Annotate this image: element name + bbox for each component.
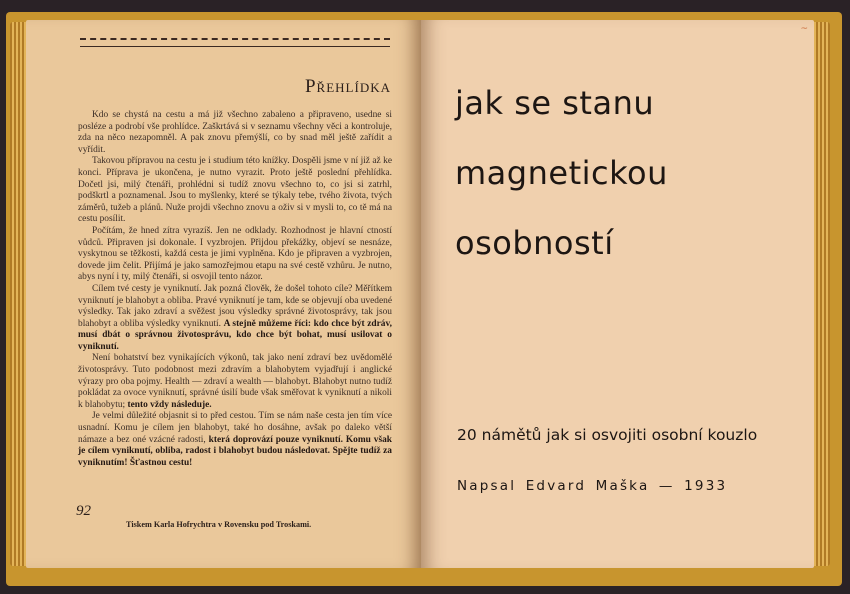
paragraph-2: Takovou přípravou na cestu je i studium této knížky. Dospěli jsme v ní již až ke konci. Příprava je ukončena, je nutno vyrazit. Proto ještě poslední přehlídka. Dočetl jsi, milý čtenáři, prohlédni si tudíž znovu všechno to, co jsi si zatrhl, podškrtl a poznamenal. Jsou to myšlenky, které se týkaly tebe, tvého života, tvých záměrů, tužeb a plánů. Nuže projdi všechno znovu a oživ si v mysli to, co tě má na cestu posílit. — [78, 156, 392, 225]
paragraph-1: Kdo se chystá na cestu a má již všechno zabaleno a připraveno, usedne si posléze a podrobí vše prohlídce. Zaškrtává si v seznamu všechny věci a kontroluje, zda na něco nezapomněl. A pak znovu přemýšlí, co by snad měl ještě zařídit a vyřídit. — [78, 110, 392, 155]
paragraph-5-text: Není bohatství bez vynikajících výkonů, tak jako není zdraví bez uvědomělé životosprávy. Tuto podobnost mezi zdravím a blahobytem vyjadřují i anglické výrazy pro oba pojmy. Health — zdraví a wealth — blahobyt. Blahobyt nutno tudíž pokládat za ovoce vyniknutí, správné úsilí bude však směřovat k vyniknutí a nikoli k blahobytu; — [78, 353, 392, 410]
ornament-rule — [80, 38, 390, 47]
title-line-1: jak se stanu — [455, 84, 655, 122]
bold-statement-1: A stejně můžeme říci: kdo chce být zdráv, musí dbát o správnou životosprávu, kdo chce být bohat, musí usilovat o vyniknutí. — [78, 318, 392, 352]
chapter-body — [78, 110, 392, 469]
chapter-heading: Přehlídka — [304, 76, 391, 97]
corner-scribble: ~ — [800, 24, 808, 34]
bold-statement-3: která doprovází pouze vyniknutí. Komu však je cílem vyniknutí, obliba, radost i blahobyt budou následovat. Spějte tudíž za vyniknutím! Šťastnou cestu! — [78, 434, 392, 468]
bold-statement-2: tento vždy následuje. — [127, 399, 212, 410]
printer-imprint: Tiskem Karla Hofrychtra v Rovensku pod Troskami. — [126, 520, 312, 529]
paragraph-4 — [78, 284, 392, 354]
paragraph-3: Počítám, že hned zítra vyrazíš. Jen ne odklady. Rozhodnost je hlavní ctností vůdců. Připraven jsi dokonale. I vyzbrojen. Přijdou překážky, objeví se nesnáze, vyskytnou se těžkosti, každá cesta je jimi vyplněna. Kdo je připraven a vyzbrojen, dovede jim čelit. Přijímá je jako samozřejmou etapu na své cestě vzhůru. Je nutno, abys nyní i ty, milý čtenáři, si osvojil tento názor. — [78, 225, 392, 283]
page-edges-right — [814, 22, 830, 566]
page-number: 92 — [76, 503, 91, 519]
title-line-3: osobností — [455, 224, 614, 262]
paragraph-4-text: Cílem tvé cesty je vyniknutí. Jak pozná člověk, že došel tohoto cíle? Měřítkem vyniknutí je blahobyt a obliba. Pravé vyniknutí je tam, kde se objevují oba uvedené výsledky. Tak jako zdraví a svěžest jsou výsledky správné životosprávy, tak jsou blahobyt a obliba výsledky vyniknutí. — [78, 283, 392, 329]
paragraph-6-text: Je velmi důležité objasnit si to před cestou. Tím se nám naše cesta jen tím více usnadní. Komu je cílem jen blahobyt, také ho dosáhne, avšak po daleko větší námaze a bez oné vzácné radosti, — [78, 411, 392, 445]
book-subtitle: 20 námětů jak si osvojiti osobní kouzlo — [457, 426, 758, 444]
book-title — [455, 68, 668, 278]
title-line-2: magnetickou — [455, 154, 668, 192]
left-page — [26, 20, 421, 568]
right-page — [421, 20, 814, 568]
paragraph-5 — [78, 353, 392, 411]
author-line: Napsal Edvard Maška — 1933 — [457, 478, 728, 494]
paragraph-6 — [78, 411, 392, 469]
